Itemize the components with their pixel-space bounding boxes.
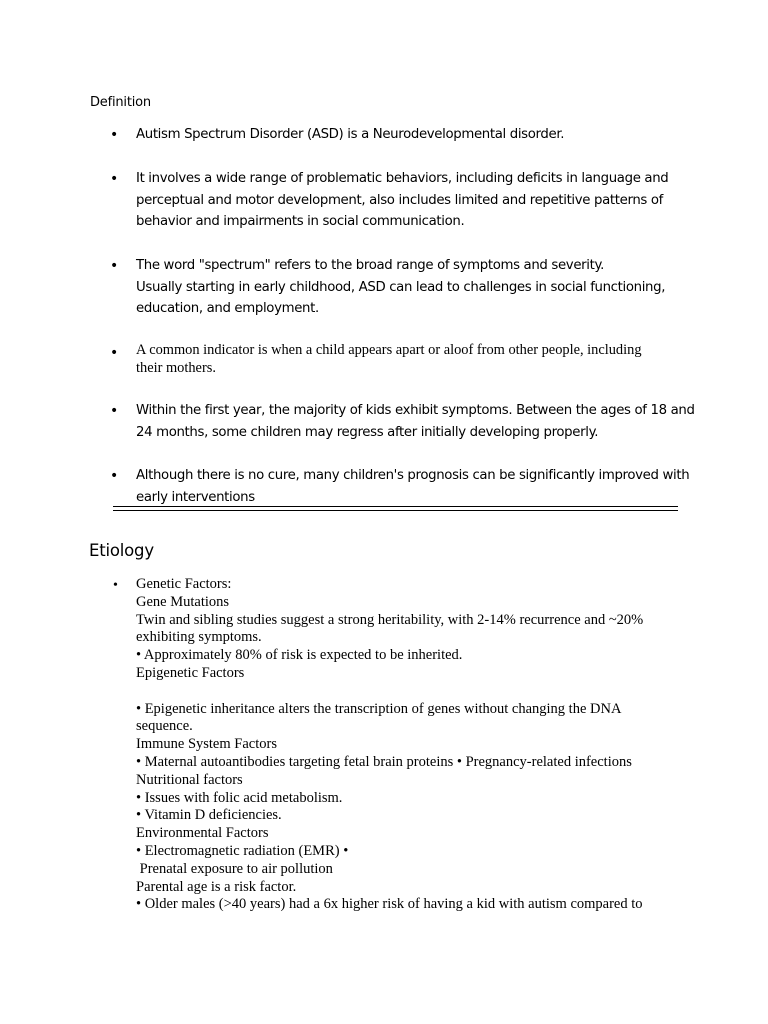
- etiology-line: • Epigenetic inheritance alters the transcription of genes without changing the DNA: [136, 700, 622, 717]
- section-divider: [113, 506, 678, 511]
- etiology-line: exhibiting symptoms.: [136, 629, 262, 646]
- etiology-line: • Older males (>40 years) had a 6x higher risk of having a kid with autism compared to: [136, 896, 643, 913]
- definition-line: Within the first year, the majority of kids exhibit symptoms. Between the ages of 18 and: [136, 403, 695, 418]
- definition-item: [90, 168, 669, 233]
- etiology-line: • Issues with folic acid metabolism.: [136, 789, 343, 806]
- definition-line: education, and employment.: [136, 301, 319, 317]
- etiology-line: • Vitamin D deficiencies.: [136, 807, 282, 824]
- bullet-icon: •: [110, 258, 119, 274]
- definition-item: [90, 400, 695, 443]
- etiology-line: • Electromagnetic radiation (EMR) •: [136, 842, 349, 859]
- definition-item: [90, 255, 666, 320]
- etiology-heading: Etiology: [89, 541, 154, 560]
- definition-line: perceptual and motor development, also includes limited and repetitive patterns of: [136, 192, 663, 208]
- bullet-icon: •: [110, 171, 119, 187]
- etiology-line: Prenatal exposure to air pollution: [136, 860, 333, 877]
- definition-line: Usually starting in early childhood, ASD can lead to challenges in social functioning,: [136, 279, 666, 295]
- etiology-line: Genetic Factors:: [136, 576, 232, 592]
- definition-line: It involves a wide range of problematic behaviors, including deficits in language and: [136, 171, 669, 186]
- etiology-line: Parental age is a risk factor.: [136, 878, 297, 895]
- definition-heading: Definition: [90, 95, 151, 110]
- definition-item-text: [136, 400, 695, 443]
- bullet-icon: •: [110, 345, 119, 361]
- definition-item: [90, 342, 650, 377]
- etiology-line: Gene Mutations: [136, 593, 230, 610]
- definition-line: Although there is no cure, many children's prognosis can be significantly improved with: [136, 468, 690, 483]
- definition-item-text: [136, 168, 669, 233]
- etiology-body: [136, 576, 696, 914]
- bullet-icon: •: [110, 127, 119, 143]
- etiology-line: Epigenetic Factors: [136, 664, 245, 681]
- definition-line: Autism Spectrum Disorder (ASD) is a Neurodevelopmental disorder.: [136, 127, 565, 142]
- definition-item-text: [136, 255, 666, 320]
- definition-line: behavior and impairments in social communication.: [136, 214, 465, 230]
- etiology-bullet: •: [113, 578, 118, 593]
- definition-item-text: [136, 465, 690, 508]
- blank-line: [136, 683, 696, 701]
- definition-line: The word "spectrum" refers to the broad range of symptoms and severity.: [136, 258, 604, 273]
- definition-line: early interventions: [136, 489, 255, 505]
- etiology-line: Nutritional factors: [136, 771, 243, 788]
- bullet-icon: •: [110, 468, 119, 484]
- etiology-line: Environmental Factors: [136, 825, 269, 842]
- etiology-line: • Approximately 80% of risk is expected to be inherited.: [136, 647, 463, 664]
- bullet-icon: •: [110, 403, 119, 419]
- definition-line: their mothers.: [136, 359, 216, 376]
- definition-line: A common indicator is when a child appears apart or aloof from other people, including: [136, 342, 642, 358]
- etiology-line: sequence.: [136, 718, 193, 735]
- definition-item: [90, 124, 650, 146]
- definition-line: 24 months, some children may regress after initially developing properly.: [136, 424, 599, 440]
- definition-item: [90, 465, 690, 508]
- etiology-line: Immune System Factors: [136, 736, 277, 753]
- definition-item-text: [136, 124, 650, 146]
- etiology-line: • Maternal autoantibodies targeting fetal brain proteins • Pregnancy-related infections: [136, 753, 632, 770]
- definition-item-text: [136, 342, 650, 377]
- etiology-line: Twin and sibling studies suggest a strong heritability, with 2-14% recurrence and ~20%: [136, 611, 644, 628]
